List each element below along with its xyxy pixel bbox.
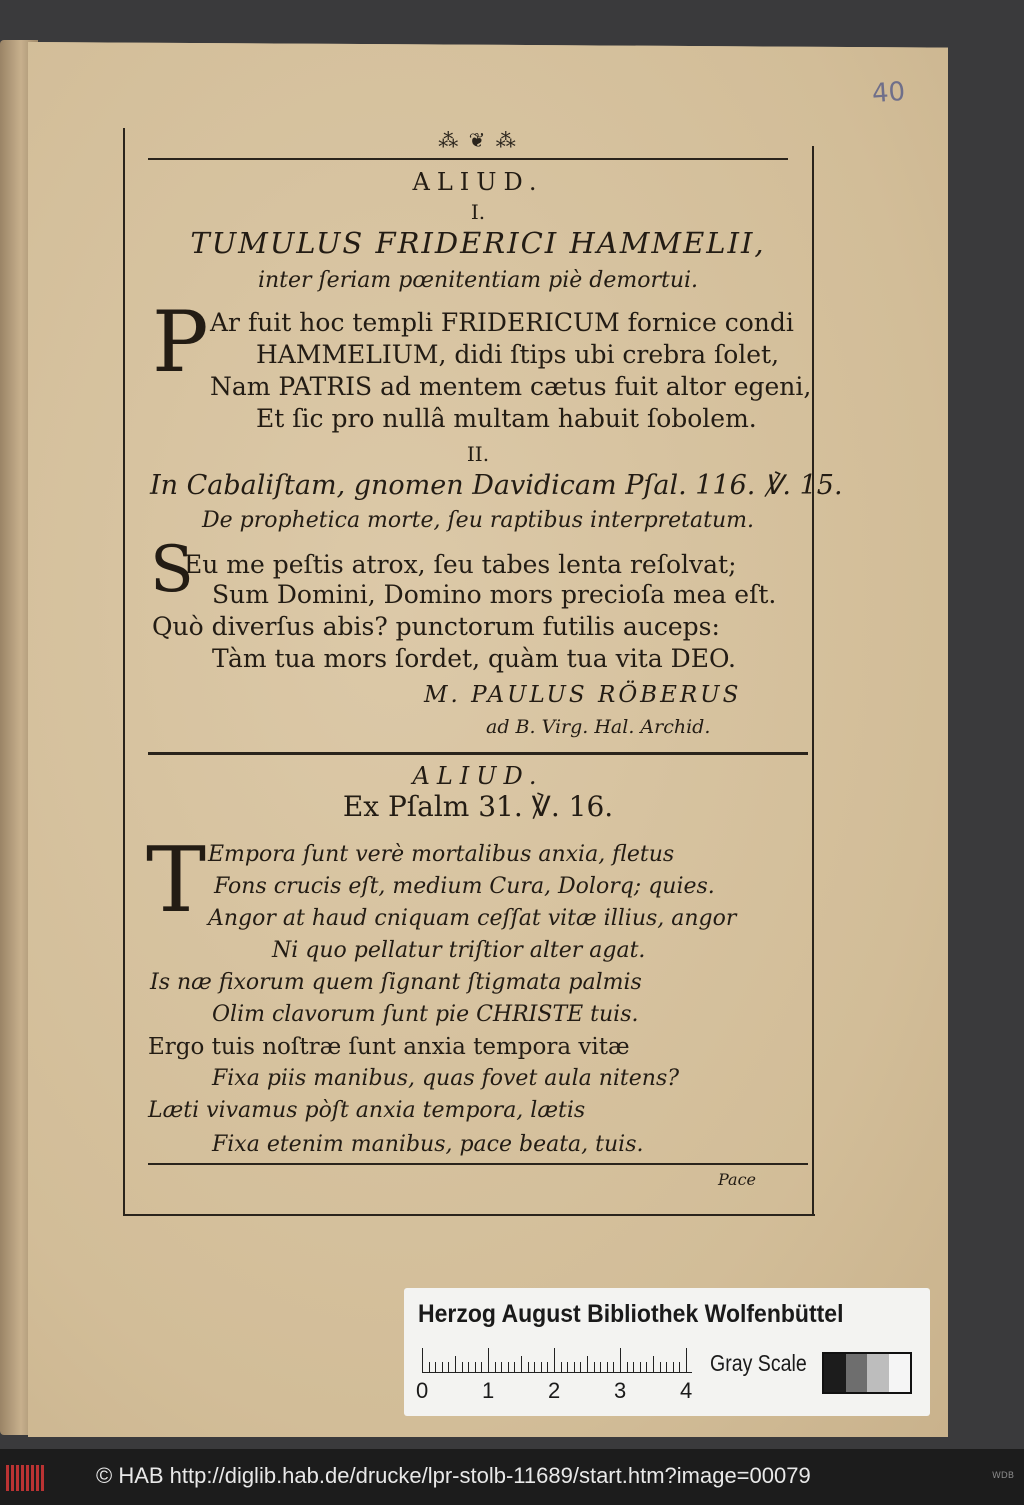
ruler-tick	[462, 1362, 463, 1372]
ruler-tick	[594, 1362, 595, 1372]
ruler-tick	[633, 1362, 634, 1372]
section2-subtitle: De prophetica morte, ſeu raptibus interpretatum.	[201, 508, 755, 533]
ruler-tick	[567, 1362, 568, 1372]
ruler-tick	[521, 1356, 522, 1372]
frame-left-rule	[123, 128, 125, 1216]
footer-copyright-link[interactable]: © HAB http://diglib.hab.de/drucke/lpr-stolb-11689/start.htm?image=00079	[96, 1463, 811, 1488]
catchword: Pace	[718, 1170, 757, 1189]
ruler-tick	[508, 1362, 509, 1372]
folio-number: 40	[870, 76, 907, 110]
section3-line-5: Is næ fixorum quem ſignant ſtigmata palmis	[150, 970, 642, 995]
section2-dropcap: S	[150, 533, 194, 607]
section1-line-3: Nam PATRIS ad mentem cætus fuit altor egeni,	[210, 372, 812, 401]
section3-title: Ex Pſalm 31. ℣. 16.	[342, 790, 614, 823]
frame-right-rule	[812, 146, 814, 1216]
section1-line-4: Et ſic pro nullâ multam habuit ſobolem.	[256, 404, 757, 433]
ruler-tick	[653, 1356, 654, 1372]
ruler-tick	[660, 1362, 661, 1372]
gray-scale-label: Gray Scale	[710, 1350, 807, 1376]
middle-rule	[148, 752, 808, 755]
footer-mark: WDB	[991, 1471, 1014, 1481]
section2-line-3: Quò diverſus abis? punctorum futilis auceps:	[152, 612, 720, 641]
ruler-tick	[620, 1348, 621, 1372]
section3-line-9: Læti vivamus pòſt anxia tempora, lætis	[148, 1098, 586, 1123]
library-name: Herzog August Bibliothek Wolfenbüttel	[418, 1300, 844, 1328]
ruler-tick	[613, 1362, 614, 1372]
scale-number: 0	[416, 1378, 429, 1403]
section1-title: TUMULUS FRIDERICI HAMMELII,	[190, 226, 766, 260]
ruler-tick	[435, 1362, 436, 1372]
scale-number: 1	[482, 1378, 495, 1403]
ruler-tick	[607, 1362, 608, 1372]
gray-swatch	[824, 1354, 846, 1392]
scale-number: 2	[548, 1378, 561, 1403]
ruler-tick	[587, 1356, 588, 1372]
frame-bottom-rule	[123, 1214, 815, 1216]
section3-heading: ALIUD.	[412, 762, 544, 790]
ruler-tick	[561, 1362, 562, 1372]
ruler-tick	[528, 1362, 529, 1372]
ruler-tick	[514, 1362, 515, 1372]
gray-swatch	[889, 1354, 911, 1392]
section1-line-2: HAMMELIUM, didi ſtips ubi crebra ſolet,	[256, 340, 780, 369]
gray-swatch	[846, 1354, 868, 1392]
section2-line-4: Tàm tua mors ſordet, quàm tua vita DEO.	[212, 644, 736, 673]
ruler-tick	[468, 1362, 469, 1372]
section3-line-3: Angor at haud cniquam ceſſat vitæ illius, angor	[208, 906, 737, 931]
ruler-tick	[580, 1362, 581, 1372]
author-title: ad B. Virg. Hal. Archid.	[486, 716, 711, 738]
library-scale-label	[404, 1288, 930, 1416]
section3-line-10: Fixa etenim manibus, pace beata, tuis.	[212, 1132, 644, 1157]
section3-line-1: Empora ſunt verè mortalibus anxia, fletus	[208, 842, 675, 867]
ruler-tick	[422, 1348, 423, 1372]
lower-rule	[148, 1163, 808, 1165]
section3-line-6: Olim clavorum ſunt pie CHRISTE tuis.	[212, 1002, 639, 1027]
scale-number: 3	[614, 1378, 627, 1403]
ruler-tick	[673, 1362, 674, 1372]
ruler-tick	[481, 1362, 482, 1372]
ornament-icon: ⁂ ❦ ⁂	[438, 128, 518, 152]
author-name: M. PAULUS RÖBERUS	[424, 682, 742, 708]
ruler-tick	[448, 1362, 449, 1372]
section2-number: II.	[466, 442, 490, 466]
ruler-tick	[495, 1362, 496, 1372]
section2-title: In Cabaliſtam, gnomen Davidicam Pſal. 116. ℣. 15.	[150, 470, 843, 501]
ruler-tick	[574, 1362, 575, 1372]
ruler-tick	[455, 1356, 456, 1372]
section1-heading: ALIUD.	[412, 168, 544, 196]
section3-line-2: Fons crucis eſt, medium Cura, Dolorq; quies.	[214, 874, 715, 899]
gray-scale-swatches	[822, 1352, 912, 1394]
ruler-tick	[547, 1362, 548, 1372]
section1-subtitle: inter ſeriam pœnitentiam piè demortui.	[257, 268, 699, 293]
scale-ruler	[422, 1348, 692, 1373]
section3-line-8: Fixa piis manibus, quas fovet aula nitens?	[212, 1066, 680, 1091]
section3-line-7: Ergo tuis noſtræ ſunt anxia tempora vitæ	[148, 1034, 630, 1060]
ruler-tick	[686, 1348, 687, 1372]
ruler-tick	[475, 1362, 476, 1372]
section1-number: I.	[470, 200, 486, 224]
hab-logo-icon	[6, 1465, 44, 1491]
top-rule	[148, 158, 788, 160]
section2-line-1: Eu me peſtis atrox, ſeu tabes lenta reſolvat;	[184, 550, 737, 579]
ruler-tick	[534, 1362, 535, 1372]
ruler-tick	[600, 1362, 601, 1372]
section2-line-2: Sum Domini, Domino mors precioſa mea eſt.	[212, 580, 777, 609]
ruler-tick	[627, 1362, 628, 1372]
section1-line-1: Ar fuit hoc templi FRIDERICUM fornice condi	[210, 308, 794, 337]
footer-bar	[0, 1449, 1024, 1505]
ruler-tick	[429, 1362, 430, 1372]
section1-dropcap: P	[152, 293, 209, 391]
ruler-tick	[541, 1362, 542, 1372]
ruler-tick	[488, 1348, 489, 1372]
ruler-tick	[646, 1362, 647, 1372]
gray-swatch	[867, 1354, 889, 1392]
ruler-tick	[501, 1362, 502, 1372]
section3-line-4: Ni quo pellatur triſtior alter agat.	[272, 938, 646, 963]
ruler-tick	[666, 1362, 667, 1372]
section3-dropcap: T	[146, 828, 207, 933]
ruler-tick	[640, 1362, 641, 1372]
ruler-tick	[679, 1362, 680, 1372]
ruler-tick	[554, 1348, 555, 1372]
ruler-tick	[442, 1362, 443, 1372]
scale-number: 4	[680, 1378, 693, 1403]
